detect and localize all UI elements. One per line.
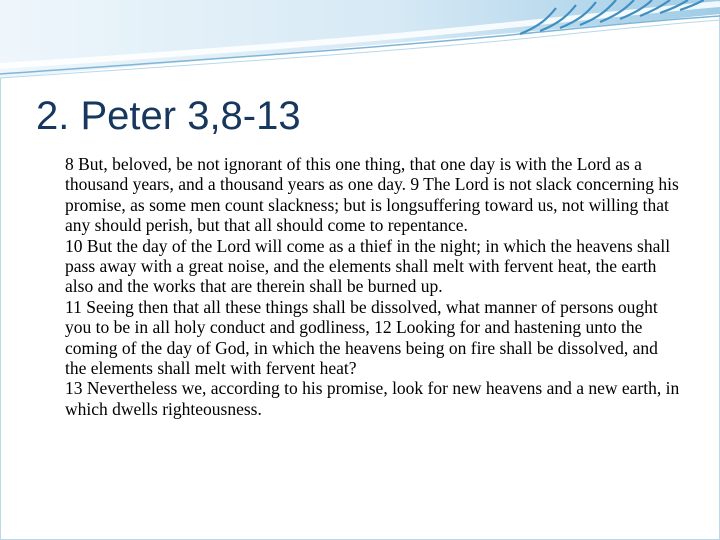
verse-10-paragraph: 10 But the day of the Lord will come as a thief in the night; in which the heavens shall pass away with a great noise, and the elements shall melt with fervent heat, the earth also and the works that are therein shall be burned up.	[65, 235, 671, 297]
verse-13-paragraph: 13 Nevertheless we, according to his promise, look for new heavens and a new earth, in which dwells righteousness.	[65, 378, 680, 419]
header-wave-banner	[0, 0, 720, 82]
slide-title: 2. Peter 3,8-13	[36, 94, 301, 138]
verses-11-12-paragraph: 11 Seeing then that all these things shall be dissolved, what manner of persons ought you to be in all holy conduct and godliness, 12 Looking for and hastening unto the coming of the day of God, in which the heavens being on fire shall be dissolved, and the elements shall melt with fervent heat?	[65, 296, 658, 379]
scripture-body	[65, 154, 681, 419]
verses-8-9-paragraph: 8 But, beloved, be not ignorant of this one thing, that one day is with the Lord as a thousand years, and a thousand years as one day. 9 The Lord is not slack concerning his promise, as some men count slackness; but is longsuffering toward us, not willing that any should perish, but that all should come to repentance.	[65, 154, 679, 236]
